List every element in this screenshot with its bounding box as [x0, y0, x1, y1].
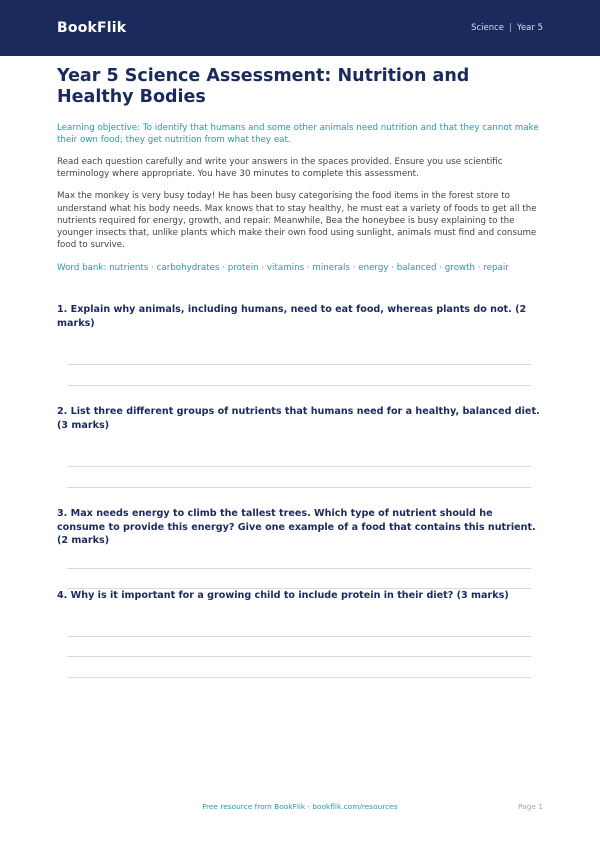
subject-label: Science [471, 23, 505, 33]
page-header [0, 0, 600, 56]
answer-line[interactable] [67, 364, 531, 365]
question-3: 3. Max needs energy to climb the tallest trees. Which type of nutrient should he consume to provide this energy? Give one example of a food that contains this nutrient. (2 marks) [57, 508, 536, 546]
answer-line[interactable] [67, 385, 531, 386]
answer-line[interactable] [67, 466, 531, 467]
page-title: Year 5 Science Assessment: Nutrition and Healthy Bodies [57, 66, 470, 107]
word-bank: Word bank: nutrients · carbohydrates · protein · vitamins · minerals · energy · balanced · growth · repair [57, 263, 509, 274]
intro-section [57, 66, 543, 274]
answer-line[interactable] [67, 636, 531, 637]
question-2: 2. List three different groups of nutrients that humans need for a healthy, balanced diet. (3 marks) [57, 406, 540, 431]
instructions-paragraph: Read each question carefully and write your answers in the spaces provided. Ensure you use scientific terminology where appropriate. You have 30 minutes to complete this assessment. [57, 157, 503, 180]
brand-logo[interactable]: BookFlik [57, 20, 127, 36]
footer-link[interactable]: Free resource from BookFlik · bookflik.com/resources [202, 802, 398, 811]
answer-line[interactable] [67, 677, 531, 678]
answer-line[interactable] [67, 487, 531, 488]
story-paragraph: Max the monkey is very busy today! He has been busy categorising the food items in the forest store to understand what his body needs. Max knows that to stay healthy, he must eat a variety of foods to get all the nutrients required for energy, growth, and repair. Meanwhile, Bea the honeybee is busy explaining to the younger insects that, unlike plants which make their own food using sunlight, animals must find and consume food to survive. [57, 191, 537, 251]
header-meta [471, 23, 543, 33]
answer-line[interactable] [67, 568, 531, 569]
question-1: 1. Explain why animals, including humans, need to eat food, whereas plants do not. (2 marks) [57, 304, 527, 329]
question-4: 4. Why is it important for a growing child to include protein in their diet? (3 marks) [57, 590, 509, 601]
answer-line[interactable] [67, 656, 531, 657]
header-separator: | [509, 23, 512, 33]
learning-objective: Learning objective: To identify that humans and some other animals need nutrition and that they cannot make their own food; they get nutrition from what they eat. [57, 123, 539, 145]
page-number: Page 1 [518, 802, 543, 811]
year-label: Year 5 [516, 23, 543, 33]
